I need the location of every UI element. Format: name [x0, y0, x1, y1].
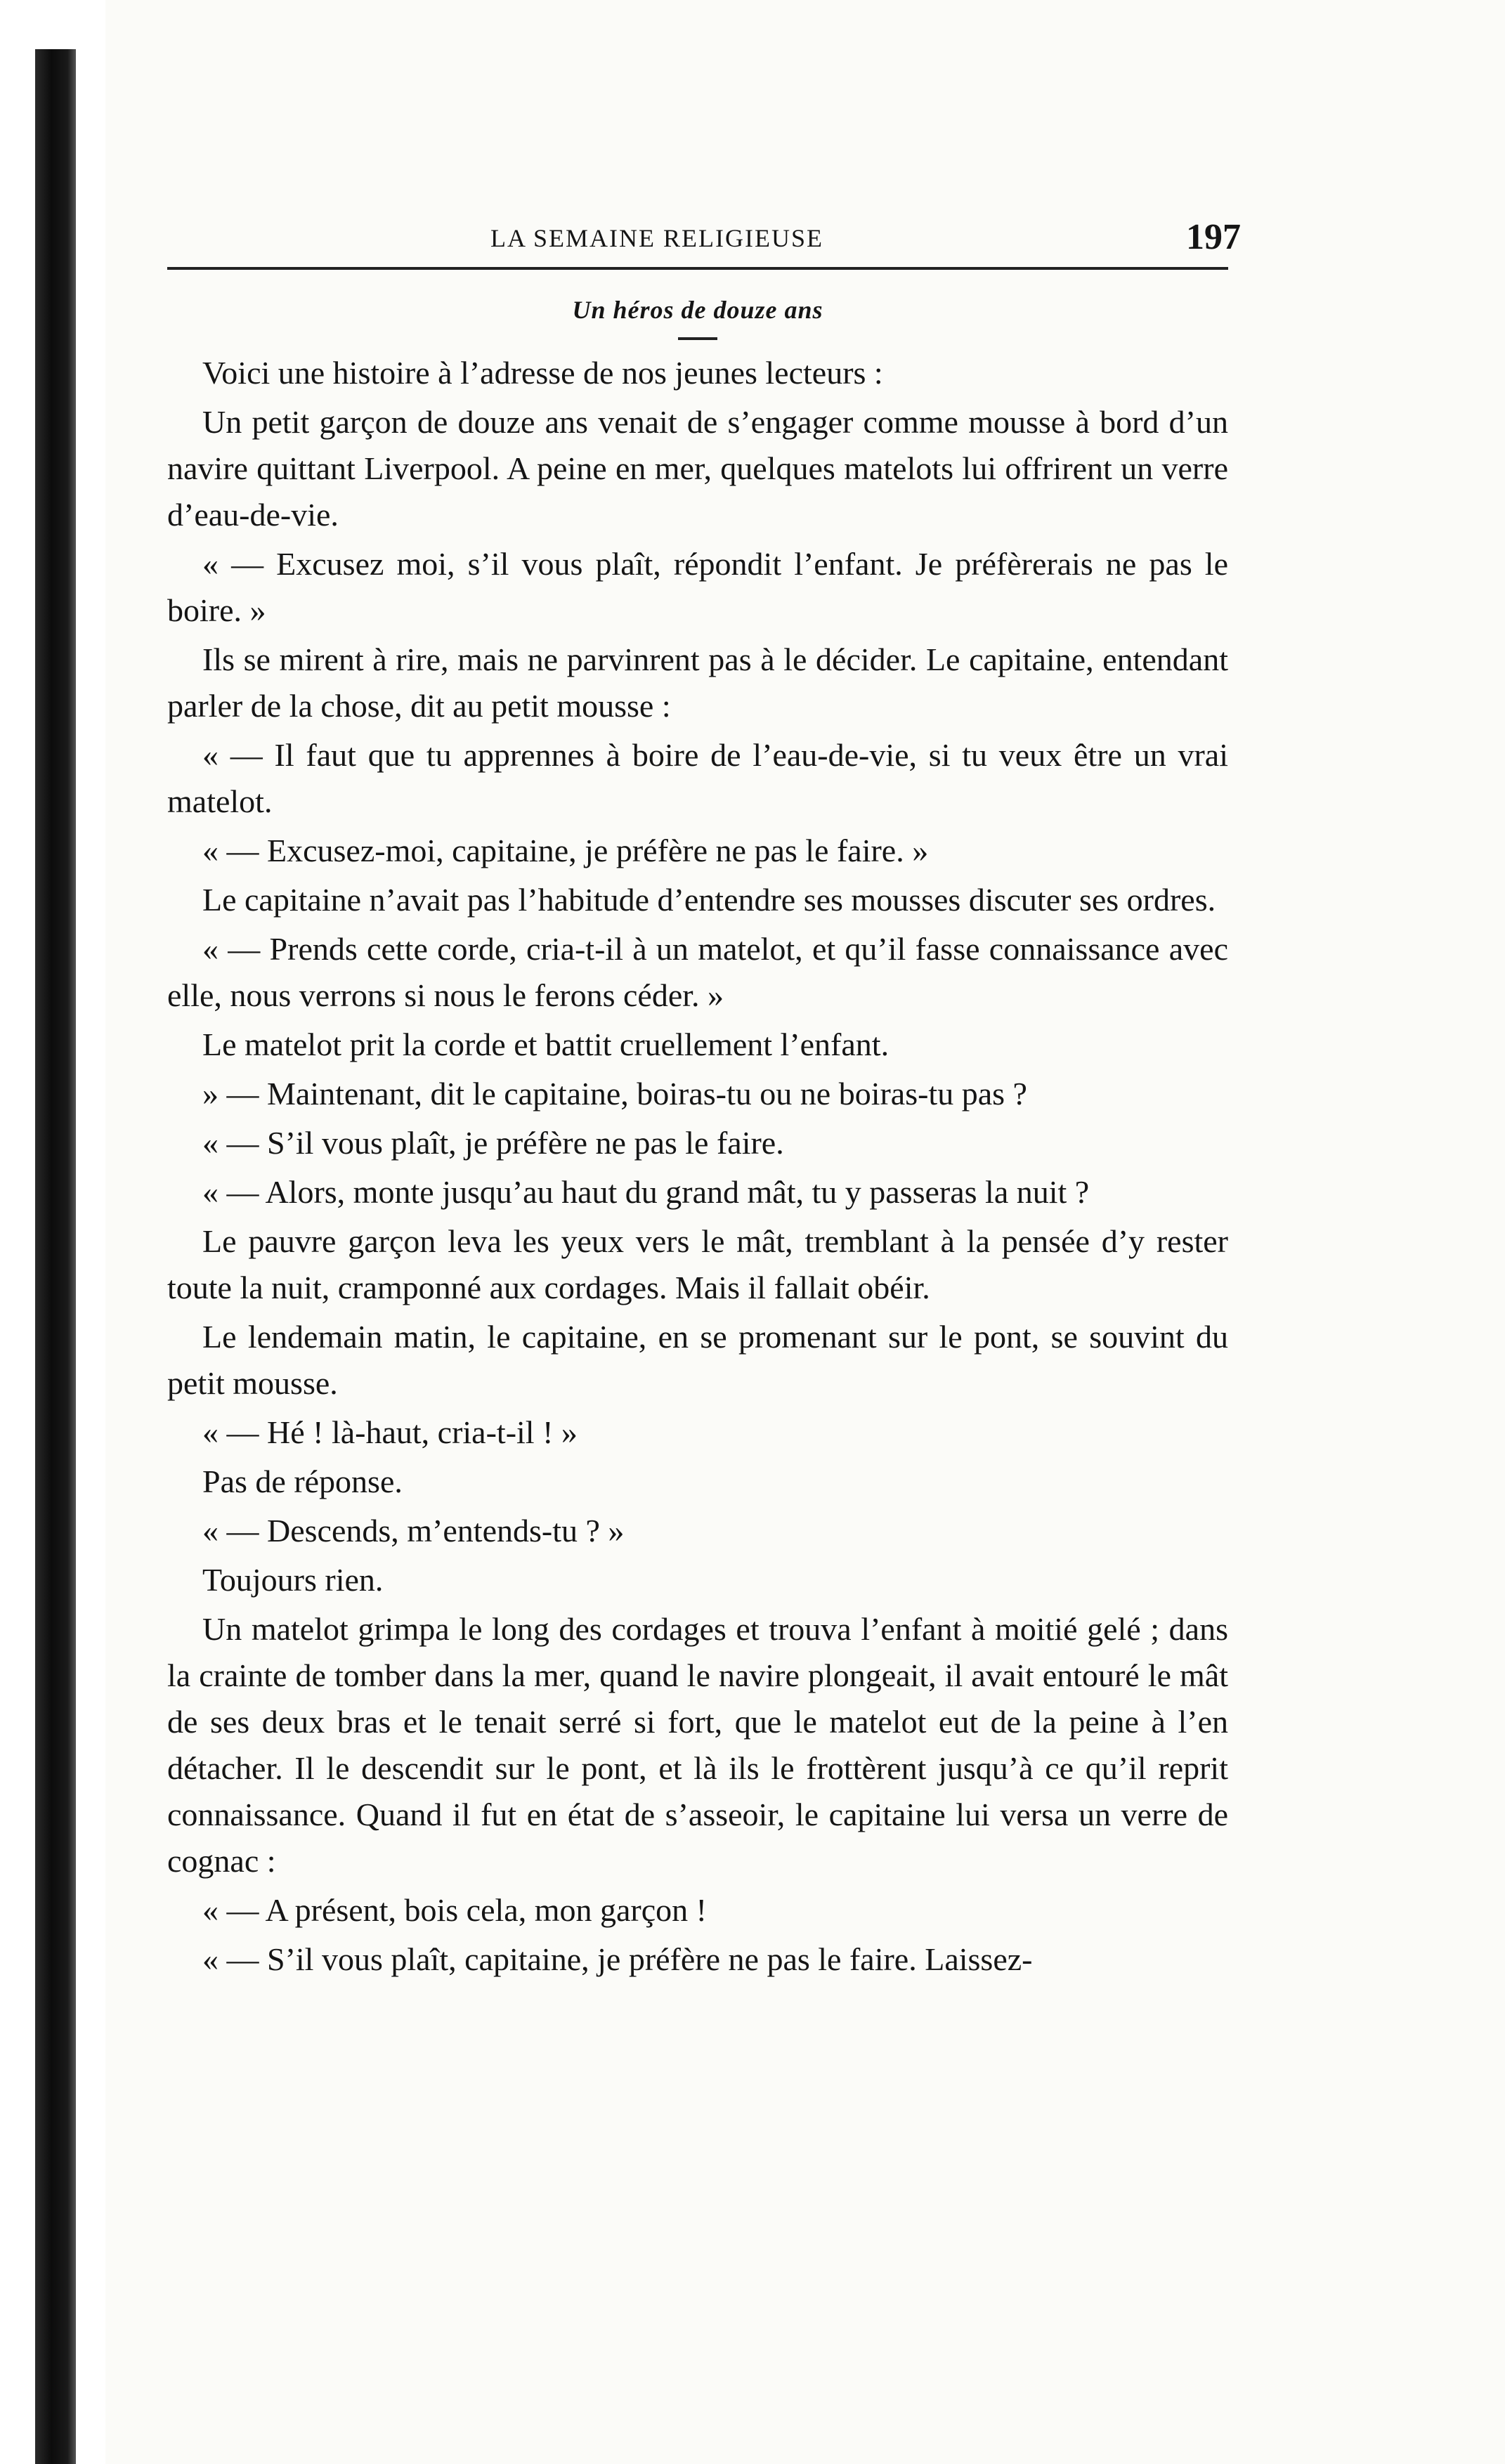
paragraph: Un matelot grimpa le long des cordages et trouva l’enfant à moitié gelé ; dans la crainte de tomber dans la mer, quand le navire plongeait, il avait entouré le mât de ses deux bras et le tenait serré si fort, que le matelot eut de la peine à l’en détacher. Il le descendit sur le pont, et là ils le frottèrent jusqu’à ce qu’il reprit connaissance. Quand il fut en état de s’asseoir, le capitaine lui versa un verre de cognac :	[167, 1611, 1228, 1879]
paragraph: Le pauvre garçon leva les yeux vers le mât, tremblant à la pensée d’y rester toute la nuit, cramponné aux cordages. Mais il fallait obéir.	[167, 1223, 1228, 1305]
paragraph: Toujours rien.	[202, 1562, 384, 1598]
paragraph: « — Excusez-moi, capitaine, je préfère ne pas le faire. »	[202, 833, 929, 868]
paragraph: Un petit garçon de douze ans venait de s’engager comme mousse à bord d’un navire quittant Liverpool. A peine en mer, quelques matelots lui offrirent un verre d’eau-de-vie.	[167, 404, 1228, 533]
document-page	[167, 211, 1241, 1986]
paragraph: Pas de réponse.	[202, 1464, 403, 1499]
running-head: LA SEMAINE RELIGIEUSE	[490, 224, 823, 252]
paragraph: « — Descends, m’entends-tu ? »	[202, 1513, 625, 1549]
paragraph: « — Hé ! là-haut, cria-t-il ! »	[202, 1414, 578, 1450]
paragraph: « — A présent, bois cela, mon garçon !	[202, 1892, 707, 1928]
paragraph: « — Il faut que tu apprennes à boire de l’eau-de-vie, si tu veux être un vrai matelot.	[167, 737, 1228, 819]
paragraph: « — S’il vous plaît, je préfère ne pas le faire.	[202, 1125, 784, 1161]
paragraph: « — Excusez moi, s’il vous plaît, répondit l’enfant. Je préfèrerais ne pas le boire. »	[167, 546, 1228, 628]
paragraph: Voici une histoire à l’adresse de nos jeunes lecteurs :	[202, 355, 883, 391]
page-number: 197	[1186, 217, 1241, 257]
scan-binding-edge	[0, 0, 105, 2464]
paragraph: Le lendemain matin, le capitaine, en se promenant sur le pont, se souvint du petit mousse.	[167, 1319, 1228, 1401]
paragraph: Le capitaine n’avait pas l’habitude d’entendre ses mousses discuter ses ordres.	[202, 882, 1216, 918]
paragraph: » — Maintenant, dit le capitaine, boiras-tu ou ne boiras-tu pas ?	[202, 1076, 1027, 1112]
paragraph: « — Alors, monte jusqu’au haut du grand mât, tu y passeras la nuit ?	[202, 1174, 1090, 1210]
article-title: Un héros de douze ans	[572, 296, 823, 324]
title-dash	[678, 337, 717, 340]
paragraph: Le matelot prit la corde et battit cruellement l’enfant.	[202, 1026, 890, 1062]
paragraph: Ils se mirent à rire, mais ne parvinrent pas à le décider. Le capitaine, entendant parler de la chose, dit au petit mousse :	[167, 641, 1228, 724]
header-rule	[167, 267, 1228, 270]
paragraph: « — S’il vous plaît, capitaine, je préfère ne pas le faire. Laissez-	[202, 1941, 1033, 1977]
page-header	[167, 211, 1241, 267]
paragraph: « — Prends cette corde, cria-t-il à un matelot, et qu’il fasse connaissance avec elle, nous verrons si nous le ferons céder. »	[167, 931, 1228, 1013]
article-body	[167, 350, 1228, 1983]
